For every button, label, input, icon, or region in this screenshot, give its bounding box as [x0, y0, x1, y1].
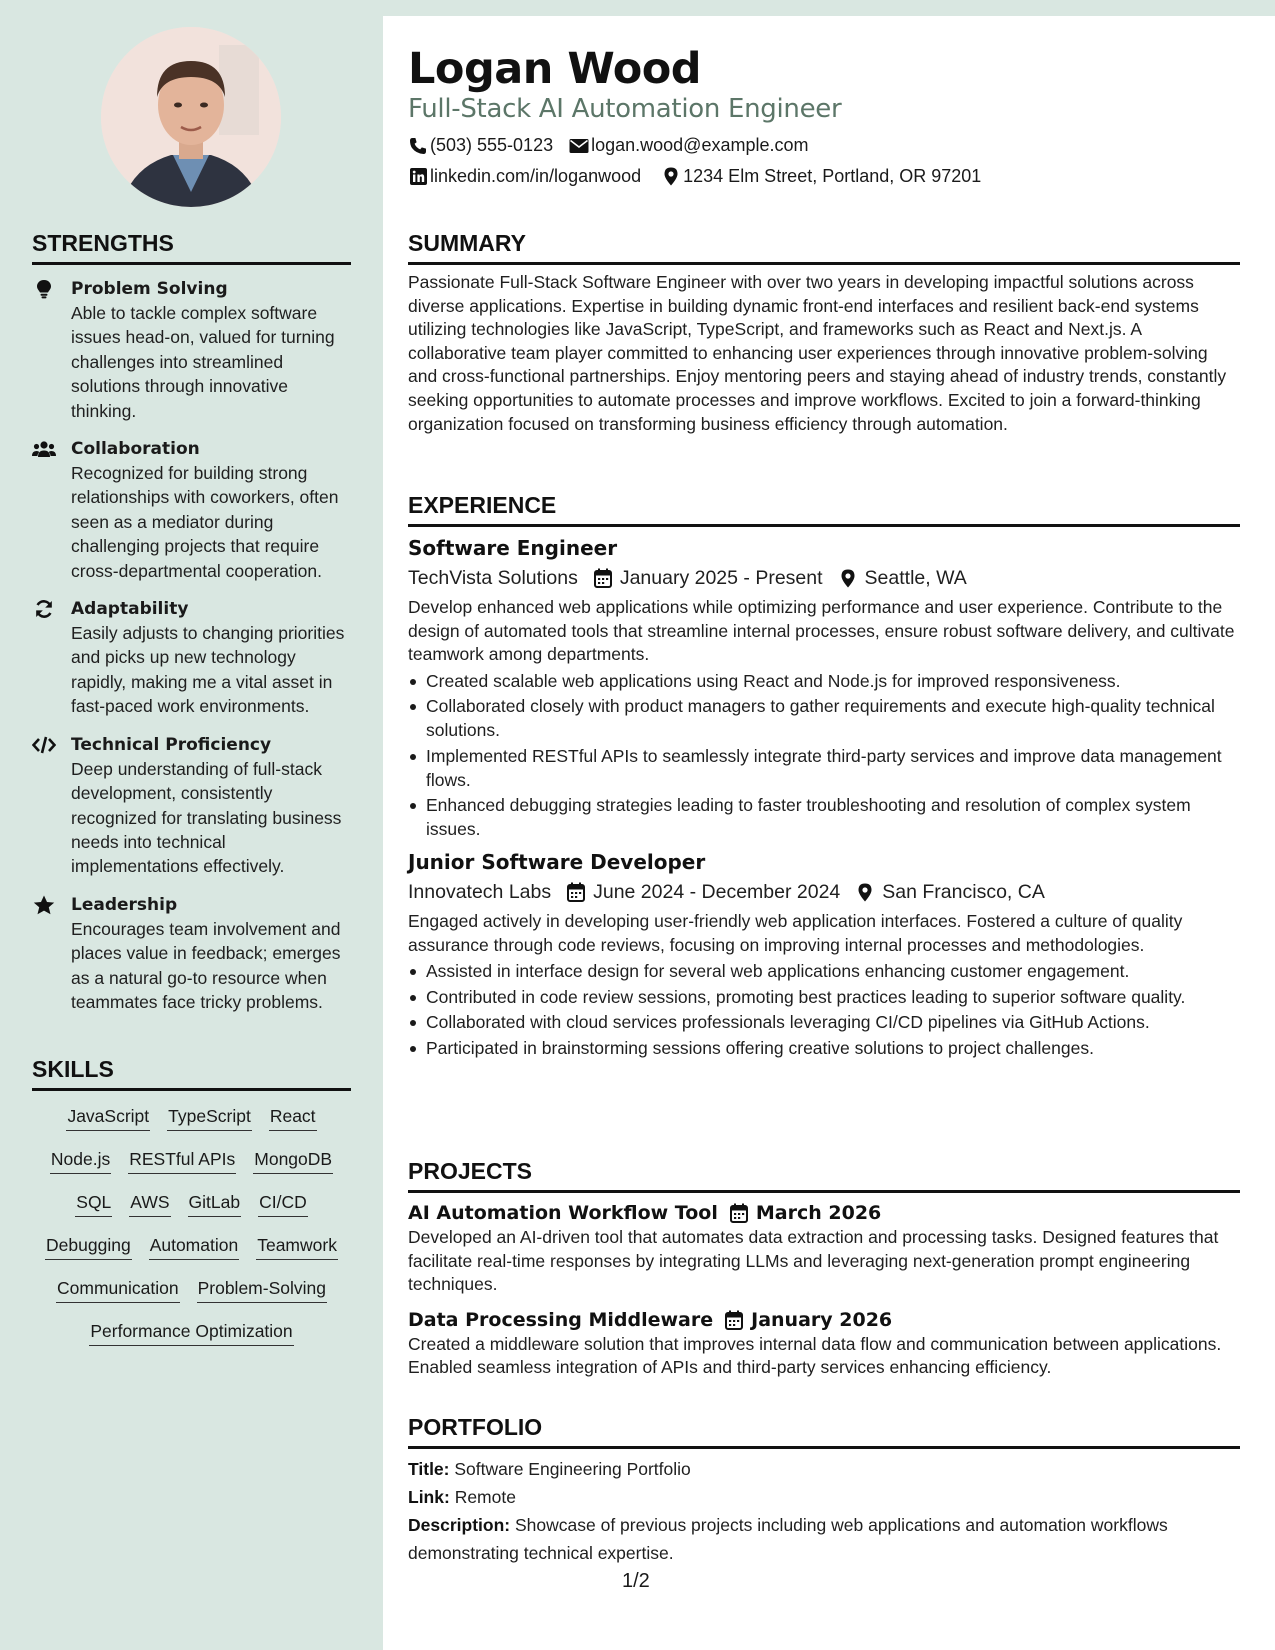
skill-tag: TypeScript — [167, 1105, 252, 1131]
skill-tag: CI/CD — [258, 1191, 308, 1217]
portfolio-title-value: Software Engineering Portfolio — [454, 1459, 691, 1479]
experience-heading: EXPERIENCE — [408, 492, 557, 518]
envelope-icon — [569, 136, 589, 156]
portfolio-title-row — [408, 1455, 1240, 1483]
experience-section — [408, 492, 1240, 1061]
job-bullet: Collaborated with cloud services professionals leveraging CI/CD pipelines via GitHub Actions. — [408, 1010, 1240, 1034]
project-title-row — [408, 1307, 1240, 1333]
portfolio-desc-label: Description: — [408, 1515, 511, 1535]
project-entry — [408, 1307, 1240, 1380]
portfolio-link-row — [408, 1483, 1240, 1511]
contact-row — [408, 135, 824, 156]
project-title-row — [408, 1200, 1240, 1226]
job-bullet: Implemented RESTful APIs to seamlessly integrate third-party services and improve data management flows. — [408, 744, 1240, 792]
section-rule — [408, 262, 1240, 265]
linkedin-icon — [408, 167, 428, 187]
job-company — [408, 879, 551, 905]
section-rule — [408, 1190, 1240, 1193]
portfolio-title-label: Title: — [408, 1459, 450, 1479]
skill-tag: GitLab — [188, 1191, 242, 1217]
summary-text: Passionate Full-Stack Software Engineer with over two years in developing impactful solutions across diverse applications. Expertise in building dynamic front-end interfaces and resilient back-end systems utilizing technologies like JavaScript, TypeScript, and frameworks such as React and Next.js. A collaborative team player committed to enhancing user experiences through innovative problem-solving and cross-functional partnerships. Enjoy mentoring peers and staying ahead of industry trends, constantly seeking opportunities to automate processes and improve workflows. Excited to join a forward-thinking organization focused on transforming business efficiency through automation. — [408, 272, 1227, 434]
job-bullet: Enhanced debugging strategies leading to faster troubleshooting and resolution of complex system issues. — [408, 793, 1240, 841]
project-entry — [408, 1200, 1240, 1297]
skill-tag: Problem-Solving — [197, 1277, 327, 1303]
skill-tag: Performance Optimization — [89, 1320, 293, 1346]
skill-tag: Communication — [56, 1277, 180, 1303]
strength-item — [32, 437, 351, 583]
candidate-name: Logan Wood — [408, 44, 702, 94]
skills-section — [32, 1056, 351, 1346]
portfolio-heading: PORTFOLIO — [408, 1414, 543, 1440]
code-icon — [32, 735, 56, 755]
summary-heading: SUMMARY — [408, 230, 526, 256]
map-pin-icon — [661, 167, 681, 187]
project-title: AI Automation Workflow Tool — [408, 1202, 718, 1224]
portfolio-section — [408, 1414, 1240, 1567]
job-title: Software Engineer — [408, 536, 618, 560]
phone-item — [408, 135, 553, 156]
star-icon — [32, 895, 56, 915]
skill-tag: AWS — [129, 1191, 170, 1217]
project-date: March 2026 — [755, 1202, 882, 1224]
dates-text: January 2025 - Present — [619, 567, 823, 589]
job-meta — [408, 565, 1240, 591]
strength-item — [32, 277, 351, 423]
map-pin-icon — [837, 567, 859, 589]
email-item[interactable] — [569, 135, 808, 156]
summary-section — [408, 230, 1240, 436]
job-entry — [408, 535, 1240, 841]
strengths-list — [32, 277, 351, 1014]
dates-text: June 2024 - December 2024 — [593, 881, 841, 904]
portfolio-link-label: Link: — [408, 1487, 450, 1507]
skill-tag: Automation — [149, 1234, 240, 1260]
project-description: Developed an AI-driven tool that automates data extraction and processing tasks. Designed features that facilitate real-time responses by integrating LLMs and leveraging next-generation prompt engineering techniques. — [408, 1227, 1219, 1295]
job-bullet: Contributed in code review sessions, promoting best practices leading to superior software quality. — [408, 985, 1240, 1009]
job-company — [408, 565, 578, 591]
job-title: Junior Software Developer — [408, 850, 706, 875]
phone-text: (503) 555-0123 — [430, 135, 554, 155]
project-date: January 2026 — [751, 1308, 893, 1331]
section-rule — [32, 262, 351, 265]
address-text: 1234 Elm Street, Portland, OR 97201 — [683, 166, 982, 186]
strengths-heading: STRENGTHS — [32, 230, 174, 256]
projects-heading: PROJECTS — [408, 1158, 532, 1184]
job-dates — [592, 565, 823, 591]
skill-tag: React — [269, 1105, 317, 1131]
strength-desc: Deep understanding of full-stack development, consistently recognized for translating business needs into technical implementations effectively. — [71, 758, 342, 877]
job-bullet: Assisted in interface design for several web applications enhancing customer engagement. — [408, 959, 1240, 983]
skill-tag: MongoDB — [253, 1148, 333, 1174]
job-bullet: Collaborated closely with product managers to gather requirements and execute high-quality technical solutions. — [408, 694, 1240, 742]
sidebar — [0, 0, 383, 1650]
strength-name: Technical Proficiency — [71, 734, 272, 755]
portfolio-details — [408, 1455, 1240, 1567]
main-content — [408, 0, 1240, 1650]
portfolio-desc-value: Showcase of previous projects including web applications and automation workflows demonstrating technical expertise. — [408, 1515, 1168, 1563]
calendar-icon — [565, 881, 587, 903]
skills-heading: SKILLS — [32, 1056, 114, 1082]
lightbulb-icon — [32, 279, 56, 299]
project-title: Data Processing Middleware — [408, 1308, 714, 1331]
strength-name: Adaptability — [71, 599, 189, 620]
company-text: TechVista Solutions — [408, 567, 578, 589]
company-text: Innovatech Labs — [408, 881, 552, 904]
job-dates — [565, 879, 840, 905]
job-description: Develop enhanced web applications while optimizing performance and user experience. Contribute to the design of automated tools that streamline internal processes, ensure robust software delivery, and cultivate teamwork among departments. — [408, 597, 1235, 665]
strength-item — [32, 597, 351, 719]
job-description: Engaged actively in developing user-friendly web application interfaces. Fostered a culture of quality assurance through code reviews, focusing on improving internal processes and methodologies. — [408, 911, 1183, 955]
profile-photo — [101, 27, 281, 207]
map-pin-icon — [854, 881, 876, 903]
job-location — [854, 879, 1045, 905]
skill-tag: SQL — [75, 1191, 112, 1217]
portfolio-desc-row — [408, 1511, 1240, 1567]
calendar-icon — [723, 1309, 745, 1331]
calendar-icon — [728, 1202, 750, 1224]
sync-icon — [32, 599, 56, 619]
contact-row — [408, 166, 997, 187]
strengths-section — [32, 230, 351, 1014]
job-bullet: Participated in brainstorming sessions offering creative solutions to project challenges. — [408, 1036, 1240, 1060]
skill-tag: Node.js — [50, 1148, 111, 1174]
email-text[interactable]: logan.wood@example.com — [591, 135, 809, 155]
section-rule — [32, 1088, 351, 1091]
strength-desc: Able to tackle complex software issues head-on, valued for turning challenges into streamlined solutions through innovative thinking. — [71, 303, 335, 421]
portfolio-link-value[interactable]: Remote — [454, 1487, 516, 1507]
location-text: Seattle, WA — [864, 567, 967, 589]
users-icon — [32, 439, 56, 459]
address-item — [661, 166, 981, 187]
section-rule — [408, 1446, 1240, 1449]
skill-tag: JavaScript — [66, 1105, 150, 1131]
skill-tag: Teamwork — [256, 1234, 338, 1260]
job-entry — [408, 849, 1240, 1060]
job-bullets — [408, 669, 1240, 842]
candidate-role: Full-Stack AI Automation Engineer — [408, 94, 842, 124]
job-meta — [408, 879, 1240, 905]
calendar-icon — [592, 567, 614, 589]
strength-item — [32, 893, 351, 1015]
skill-tag: Debugging — [45, 1234, 132, 1260]
strength-item — [32, 733, 351, 879]
skills-list — [32, 1105, 351, 1346]
skill-tag: RESTful APIs — [128, 1148, 236, 1174]
job-location — [837, 565, 967, 591]
project-description: Created a middleware solution that improves internal data flow and communication between applications. Enabled seamless integration of APIs and third-party services enhancing efficiency. — [408, 1333, 1222, 1378]
projects-section — [408, 1158, 1240, 1380]
page-number: 1/2 — [622, 1570, 650, 1592]
strength-name: Leadership — [71, 894, 178, 915]
job-bullets — [408, 959, 1240, 1060]
strength-desc: Easily adjusts to changing priorities and picks up new technology rapidly, making me a vital asset in fast-paced work environments. — [71, 623, 345, 717]
linkedin-text[interactable]: linkedin.com/in/loganwood — [430, 166, 642, 186]
strength-name: Problem Solving — [71, 279, 228, 299]
linkedin-item[interactable] — [408, 166, 641, 187]
strength-desc: Encourages team involvement and places value in feedback; emerges as a natural go-to resource when teammates face tricky problems. — [71, 918, 341, 1012]
phone-icon — [408, 136, 428, 156]
section-rule — [408, 524, 1240, 527]
strength-name: Collaboration — [71, 439, 200, 460]
location-text: San Francisco, CA — [882, 881, 1045, 904]
job-bullet: Created scalable web applications using React and Node.js for improved responsiveness. — [408, 669, 1240, 693]
strength-desc: Recognized for building strong relationships with coworkers, often seen as a mediator during challenging projects that require cross-departmental cooperation. — [71, 463, 339, 581]
